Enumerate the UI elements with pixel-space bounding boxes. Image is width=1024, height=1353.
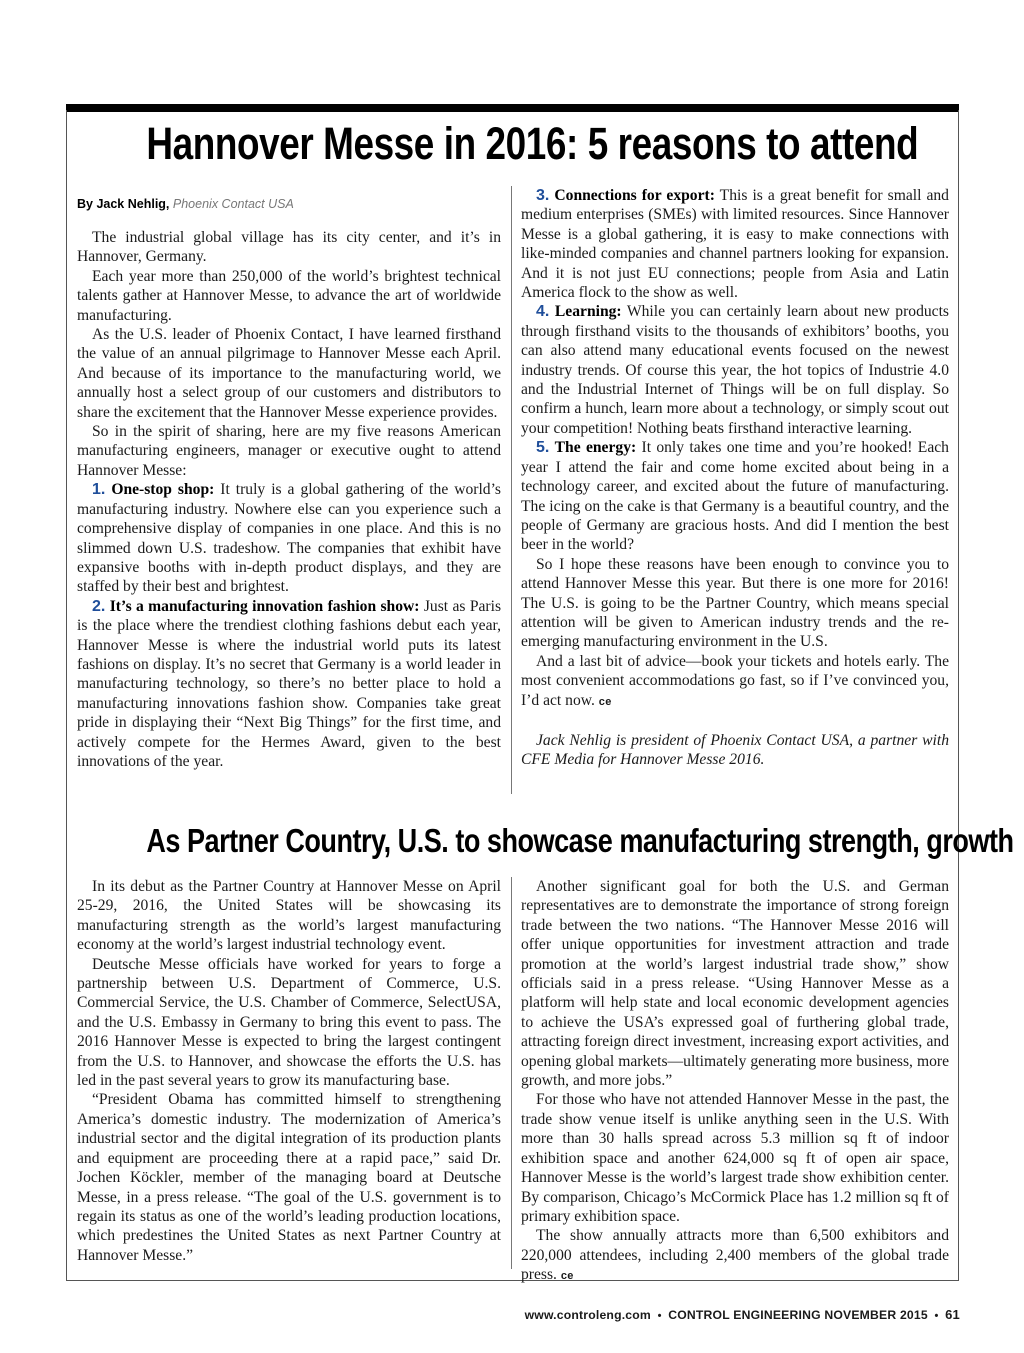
paragraph [521, 652, 949, 712]
paragraph: So in the spirit of sharing, here are my five reasons American manufacturing engineers, manager or executive ought to attend Hannover Messe: [77, 423, 501, 479]
footer-publication: CONTROL ENGINEERING NOVEMBER 2015 [668, 1308, 928, 1322]
end-mark: ce [598, 695, 612, 708]
paragraph: So I hope these reasons have been enough to convince you to attend Hannover Messe this year. But there is one more for 2016! The U.S. is going to be the Partner Country, which means special attention will be given to American industry trends and the re-emerging manufacturing environment in the U.S. [521, 555, 949, 651]
reason-number: 1. [92, 481, 106, 499]
reason-title: Connections for export: [554, 187, 715, 204]
byline [77, 197, 294, 211]
reason-number: 2. [92, 597, 106, 615]
paragraph: For those who have not attended Hannover Messe in the past, the trade show venue itself is unlike anything seen in the U.S. With more than 30 halls spread across 5.3 million sq ft of indoor exhibition space and another 624,000 sq ft of open air space, Hannover Messe is the world’s largest trade show exhibition center. By comparison, Chicago’s McCormick Place has 1.2 million sq ft of primary exhibition space. [521, 1091, 949, 1225]
footer-url[interactable]: www.controleng.com [524, 1308, 651, 1322]
paragraph-text: The show annually attracts more than 6,500 exhibitors and 220,000 attendees, including 2,400 members of the global trade press. [521, 1227, 949, 1284]
reason-text: Just as Paris is the place where the trendiest clothing fashions debut each year, Hannover Messe is where the industrial world puts its latest fashions on display. It’s no secret that Germany is a world leader in manufacturing technology, so there’s no better place to hold a manufacturing innovations fashion show. Companies take great pride in displaying their “Next Big Things” for the first time, and actively compete for the Hermes Award, given to the best innovations of the year. [77, 597, 502, 770]
reason-text: While you can certainly learn about new products through firsthand visits to the thousands of exhibitors’ booths, you can also attend many educational events focused on the newest industry trends. Of course this year, the hot topics of Industrie 4.0 and the Industrial Internet of Things will be on full display. So confirm a hunch, learn more about a technology, or simply scout out your competition! Nothing beats firsthand interactive learning. [521, 303, 949, 437]
reason-text: This is a great benefit for small and medium enterprises (SMEs) with limited resources. Since Hannover Messe is a global gathering, it is easy to make connections with like-minded companies and channel partners looking for expansion. And it is not just EU connections; people from Asia and Latin America flock to the show as well. [521, 187, 949, 302]
paragraph: “President Obama has committed himself to strengthening America’s domestic industry. The modernization of America’s industrial sector and the digital integration of its production plants and equipment are proceeding there at a rapid pace,” said Dr. Jochen Köckler, member of the managing board at Deutsche Messe, in a press release. “The goal of the U.S. government is to regain its status as one of the world’s leading production locations, which predestines the United States as next Partner Country at Hannover Messe.” [77, 1091, 501, 1264]
reason-item [521, 302, 949, 438]
paragraph [521, 1226, 949, 1286]
article1-right-column [521, 186, 949, 770]
reason-title: It’s a manufacturing innovation fashion show: [109, 597, 420, 615]
paragraph: The industrial global village has its city center, and it’s in Hannover, Germany. [77, 229, 501, 266]
reason-number: 5. [536, 439, 550, 457]
reason-number: 4. [536, 303, 550, 321]
paragraph: Another significant goal for both the U.S. and German representatives are to demonstrate the importance of strong foreign trade between the two nations. “The Hannover Messe 2016 will offer unique opportunities for investment attraction and trade promotion at the world’s largest industrial trade show,” show officials said in a press release. “Using Hannover Messe as a platform will help state and local economic development agencies to achieve the USA’s expressed goal of furthering global trade, attracting foreign direct investment, increasing export activities, and opening global markets—ultimately generating more business, more growth, and more jobs.” [521, 878, 949, 1090]
author-bio: Jack Nehlig is president of Phoenix Contact USA, a partner with CFE Media for Hannover Messe 2016. [521, 731, 949, 769]
article2-left-column [77, 877, 501, 1265]
reason-item [521, 438, 949, 554]
reason-item [77, 597, 501, 772]
footer-bullet: • [657, 1310, 662, 1322]
column-divider [511, 186, 512, 794]
paragraph: Deutsche Messe officials have worked for years to forge a partnership between U.S. Department of Commerce, U.S. Commercial Service, the U.S. Chamber of Commerce, SelectUSA, and the U.S. Embassy in Germany to bring this event to pass. The 2016 Hannover Messe is expected to bring the largest contingent from the U.S. to Hannover, and showcase the efforts the U.S. has led in the past several years to grow its manufacturing base. [77, 955, 501, 1090]
reason-title: Learning: [554, 303, 622, 321]
paragraph: Each year more than 250,000 of the world’s brightest technical talents gather at Hannover Messe, to advance the art of worldwide manufacturing. [77, 267, 501, 324]
reason-title: The energy: [554, 439, 637, 457]
reason-text: It only takes one time and you’re hooked! Each year I attend the fair and come home excited about being in a technology career, and excited about the future of manufacturing. The icing on the cake is that Germany is a beautiful country, and the people of Germany are gracious hosts. And did I mention the best beer in the world? [521, 439, 949, 554]
paragraph-text: And a last bit of advice—book your tickets and hotels early. The most convenient accommodations go fast, so if I’ve convinced you, I’d act now. [521, 652, 949, 709]
byline-org: Phoenix Contact USA [172, 197, 294, 211]
article2-right-column [521, 877, 949, 1287]
footer-bullet: • [934, 1310, 939, 1322]
end-mark: ce [560, 1270, 574, 1283]
article2-title: As Partner Country, U.S. to showcase manufacturing strength, growth [146, 822, 1014, 859]
page-footer [450, 1307, 960, 1322]
reason-item [77, 480, 501, 596]
paragraph: In its debut as the Partner Country at Hannover Messe on April 25-29, 2016, the United States will be showcasing its manufacturing strength as the world’s largest manufacturing economy at the world’s largest industrial technology event. [77, 878, 501, 954]
reason-number: 3. [536, 187, 550, 204]
reason-item [521, 186, 949, 302]
reason-title: One-stop shop: [111, 481, 215, 499]
page-number: 61 [945, 1307, 960, 1322]
paragraph: As the U.S. leader of Phoenix Contact, I have learned firsthand the value of an annual pilgrimage to Hannover Messe each April. And because of its importance to the manufacturing world, we annually host a select group of our customers and distributors to share the excitement that the Hannover Messe experience provides. [77, 326, 501, 421]
article-title: Hannover Messe in 2016: 5 reasons to attend [146, 118, 919, 169]
article1-left-column [77, 228, 501, 771]
byline-author: By Jack Nehlig, [77, 197, 170, 211]
column-divider [511, 877, 512, 1269]
reason-text: It truly is a global gathering of the world’s manufacturing industry. Nowhere else can you experience such a comprehensive display of companies in one place. And this is no slimmed down U.S. tradeshow. The companies that exhibit have expansive booths with in-depth product displays, and they are staffed by their best and brightest. [77, 481, 501, 596]
